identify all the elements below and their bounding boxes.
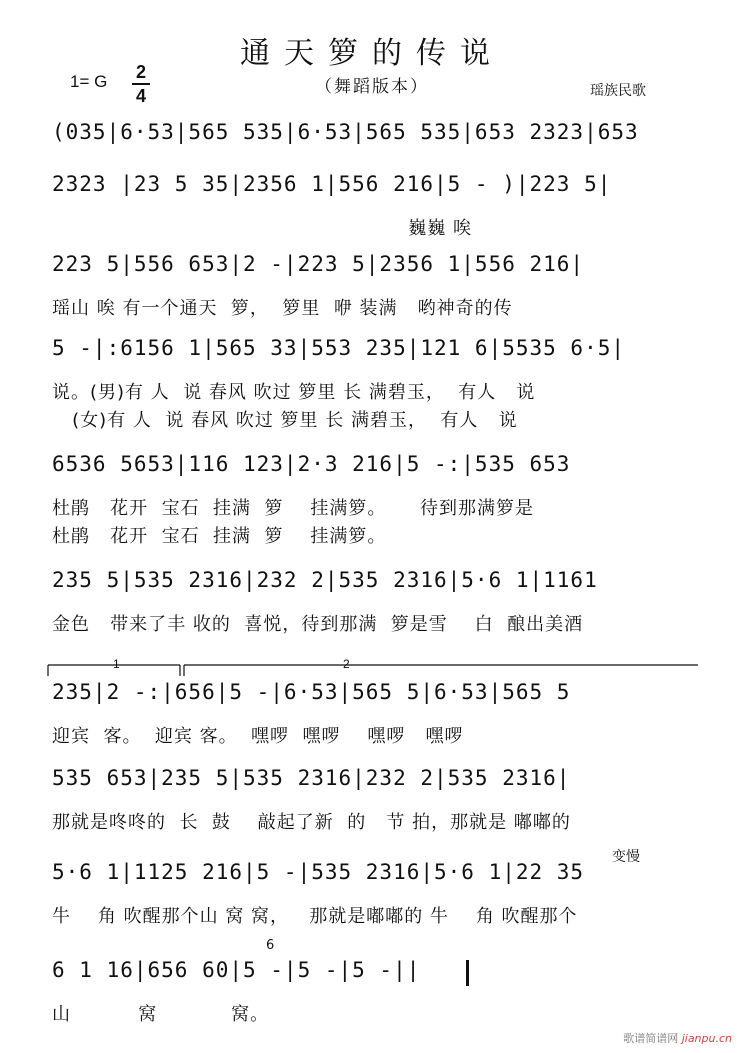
volta-2-label: 2 [343, 657, 350, 671]
lyric-line: 金色 带来了丰 收的 喜悦，待到那满 箩是雪 白 酿出美酒 [52, 614, 584, 635]
lyric-line: 杜鹃 花开 宝石 挂满 箩 挂满箩。 待到那满箩是 [52, 498, 534, 519]
watermark-site: 歌谱简谱网 [623, 1032, 679, 1045]
notation-row: 235|2 -:|656|5 -|6·53|565 5|6·53|565 5 [52, 680, 571, 704]
notation-row: 535 653|235 5|535 2316|232 2|535 2316| [52, 766, 571, 790]
notation-row: 2323 |23 5 35|2356 1|556 216|5 - )|223 5| [52, 172, 612, 196]
volta-1-label: 1 [113, 657, 120, 671]
lyric-line: 那就是咚咚的 长 鼓 敲起了新 的 节 拍，那就是 嘟嘟的 [52, 812, 571, 833]
grace-note: 6 [266, 938, 275, 953]
time-signature [132, 62, 150, 106]
lyric-line: 巍巍 唉 [52, 218, 472, 239]
lyric-line: 瑶山 唉 有一个通天 箩， 箩里 咿 装满 哟神奇的传 [52, 298, 513, 319]
notation-row: (035|6·53|565 535|6·53|565 535|653 2323|653 [52, 120, 639, 144]
lyric-line: 说。(男)有 人 说 春风 吹过 箩里 长 满碧玉， 有人 说 [52, 382, 536, 403]
lyric-line: 山 窝 窝。 [52, 1004, 270, 1025]
tempo-change-label: 变慢 [612, 849, 640, 865]
notation-row: 235 5|535 2316|232 2|535 2316|5·6 1|1161 [52, 568, 598, 592]
watermark-url: jianpu.cn [681, 1032, 732, 1045]
time-signature-bottom: 4 [135, 86, 146, 106]
time-signature-bar [132, 83, 150, 85]
page-title: 通天箩的传说 [240, 36, 504, 71]
lyric-line: 迎宾 客。 迎宾 客。 嘿啰 嘿啰 嘿啰 嘿啰 [52, 726, 464, 747]
lyric-line: (女)有 人 说 春风 吹过 箩里 长 满碧玉， 有人 说 [52, 410, 518, 431]
watermark [623, 1030, 732, 1046]
notation-row: 6 1 16|656 60|5 -|5 -|5 -|| [52, 958, 421, 982]
time-signature-top: 2 [135, 62, 146, 82]
notation-row: 6536 5653|116 123|2·3 216|5 -:|535 653 [52, 452, 571, 476]
lyric-line: 杜鹃 花开 宝石 挂满 箩 挂满箩。 [52, 526, 387, 547]
final-barline [466, 960, 469, 986]
page-subtitle: （舞蹈版本） [315, 77, 429, 97]
key-signature: 1= G [70, 72, 108, 91]
song-origin: 瑶族民歌 [590, 83, 646, 99]
notation-row: 5 -|:6156 1|565 33|553 235|121 6|5535 6·5| [52, 336, 626, 360]
notation-row: 223 5|556 653|2 -|223 5|2356 1|556 216| [52, 252, 585, 276]
lyric-line: 牛 角 吹醒那个山 窝 窝， 那就是嘟嘟的 牛 角 吹醒那个 [52, 906, 578, 927]
notation-row: 5·6 1|1125 216|5 -|535 2316|5·6 1|22 35 [52, 860, 585, 884]
